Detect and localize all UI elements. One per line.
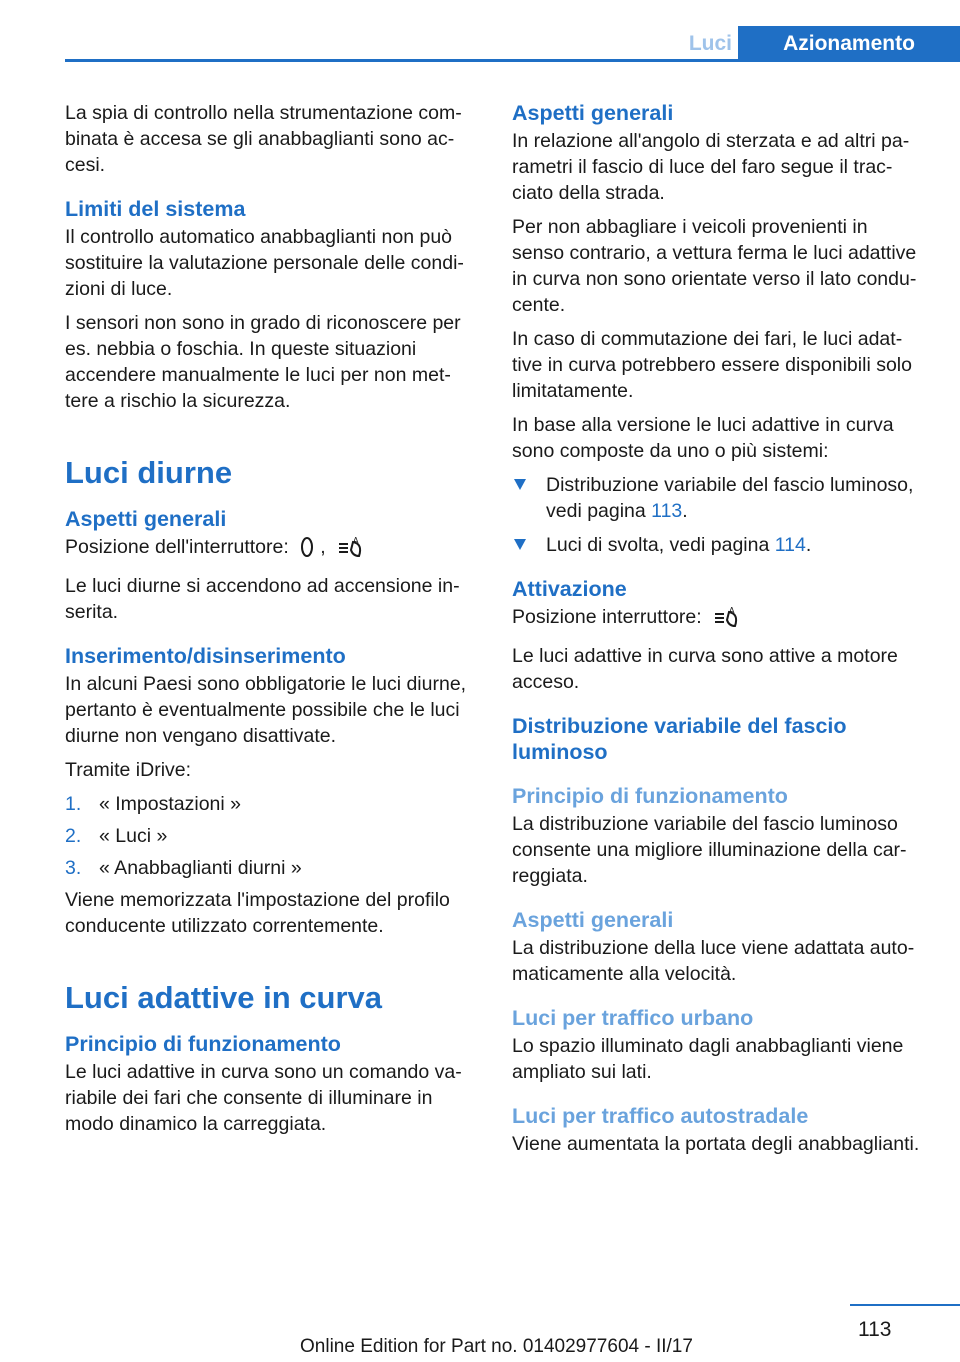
posizione-label: Posizione interruttore: — [512, 606, 702, 628]
list-item — [65, 855, 475, 881]
bullet-end: . — [805, 534, 812, 556]
list-item — [65, 823, 475, 849]
page-link[interactable]: 114 — [774, 534, 806, 556]
paesi-paragraph: In alcuni Paesi sono obbligatorie le luci diurne, pertanto è eventualmente possibile che le luci diurne non vengano disattivate. — [65, 673, 467, 747]
limiti-paragraph-2: I sensori non sono in grado di riconoscere per es. nebbia o foschia. In queste situazioni accendere manualmente le luci per non met- tere a rischio la sicurezza. — [65, 312, 461, 412]
heading-luci-adattive: Luci adattive in curva — [65, 980, 382, 1015]
list-item — [512, 472, 922, 524]
principio-right-paragraph: La distribuzione variabile del fascio luminoso consente una migliore illuminazione della car- reggiata. — [512, 813, 907, 887]
left-column — [65, 100, 475, 1145]
heading-luci-diurne: Luci diurne — [65, 455, 233, 490]
heading-attivazione: Attivazione — [512, 577, 627, 601]
versione-paragraph: In base alla versione le luci adattive in curva sono composte da uno o più sistemi: — [512, 414, 894, 462]
step-number: 3. — [65, 857, 82, 879]
heading-principio-funzionamento: Principio di funzionamento — [65, 1032, 341, 1056]
posizione-interruttore-paragraph — [65, 534, 475, 565]
header-section-title: Luci — [688, 32, 732, 55]
header-chapter-tab: Azionamento — [738, 26, 960, 62]
heading-inserimento: Inserimento/disinserimento — [65, 644, 346, 668]
step-text: « Impostazioni » — [99, 793, 241, 815]
systems-list — [512, 472, 922, 558]
list-item — [65, 791, 475, 817]
bullet-text: Luci di svolta, vedi pagina — [546, 534, 770, 556]
tramite-paragraph: Tramite iDrive: — [65, 759, 192, 781]
step-number: 1. — [65, 793, 82, 815]
automatic-headlight-icon — [337, 536, 365, 565]
svg-text:A: A — [353, 536, 359, 545]
heading-aspetti-generali-2: Aspetti generali — [512, 908, 674, 932]
switch-zero-icon — [300, 536, 314, 565]
header-rule — [65, 59, 960, 62]
automatic-headlight-icon — [713, 606, 741, 635]
list-item — [512, 532, 922, 558]
memorizzata-paragraph: Viene memorizzata l'impostazione del profilo conducente utilizzato correntemente. — [65, 889, 450, 937]
step-number: 2. — [65, 825, 82, 847]
attive-paragraph: Le luci adattive in curva sono attive a motore acceso. — [512, 645, 898, 693]
posizione-interruttore-right — [512, 604, 922, 635]
footer-edition: Online Edition for Part no. 01402977604 - II/17 — [300, 1336, 693, 1357]
intro-paragraph: La spia di controllo nella strumentazione com- binata è accesa se gli anabbaglianti sono ac- cesi. — [65, 102, 462, 176]
aspetti2-paragraph: La distribuzione della luce viene adattata auto- maticamente alla velocità. — [512, 937, 915, 985]
svg-text:A: A — [729, 606, 735, 615]
page-header — [65, 26, 960, 62]
heading-traffico-urbano: Luci per traffico urbano — [512, 1006, 754, 1030]
bullet-end: . — [682, 500, 688, 522]
heading-aspetti-generali: Aspetti generali — [65, 507, 227, 531]
limiti-paragraph-1: Il controllo automatico anabbaglianti non può sostituire la valutazione personale delle condi- zioni di luce. — [65, 226, 464, 300]
heading-principio-right: Principio di funzionamento — [512, 784, 788, 808]
heading-traffico-autostradale: Luci per traffico autostradale — [512, 1104, 809, 1128]
commutazione-paragraph: In caso di commutazione dei fari, le luci adat- tive in curva potrebbero essere disponibili solo limitatamente. — [512, 328, 912, 402]
page-number: 113 — [858, 1318, 892, 1341]
diurne-paragraph: Le luci diurne si accendono ad accensione in- serita. — [65, 575, 460, 623]
angolo-paragraph: In relazione all'angolo di sterzata e ad altri pa- rametri il fascio di luce del faro segue il trac- ciato della strada. — [512, 130, 910, 204]
posizione-label: Posizione dell'interruttore: — [65, 536, 289, 558]
right-column — [512, 100, 922, 1165]
urbano-paragraph: Lo spazio illuminato dagli anabbaglianti viene ampliato sui lati. — [512, 1035, 904, 1083]
idrive-steps-list — [65, 791, 475, 881]
heading-limiti-sistema: Limiti del sistema — [65, 197, 246, 221]
posizione-separator: , — [320, 536, 326, 558]
triangle-bullet-icon — [514, 479, 526, 490]
bullet-text: Distribuzione variabile del fascio luminoso, vedi pagina — [546, 474, 914, 522]
autostradale-paragraph: Viene aumentata la portata degli anabbaglianti. — [512, 1133, 920, 1155]
principio-paragraph: Le luci adattive in curva sono un comando va- riabile dei fari che consente di illuminare in modo dinamico la carreggiata. — [65, 1061, 462, 1135]
heading-aspetti-generali-right: Aspetti generali — [512, 101, 674, 125]
triangle-bullet-icon — [514, 539, 526, 550]
footer-rule — [850, 1304, 960, 1306]
step-text: « Anabbaglianti diurni » — [99, 857, 302, 879]
heading-distribuzione-variabile: Distribuzione variabile del fascio luminoso — [512, 714, 847, 764]
abbagliare-paragraph: Per non abbagliare i veicoli provenienti in senso contrario, a vettura ferma le luci adattive in curva non sono orientate verso il lato condu- cente. — [512, 216, 917, 316]
page-link[interactable]: 113 — [651, 500, 683, 522]
step-text: « Luci » — [99, 825, 168, 847]
